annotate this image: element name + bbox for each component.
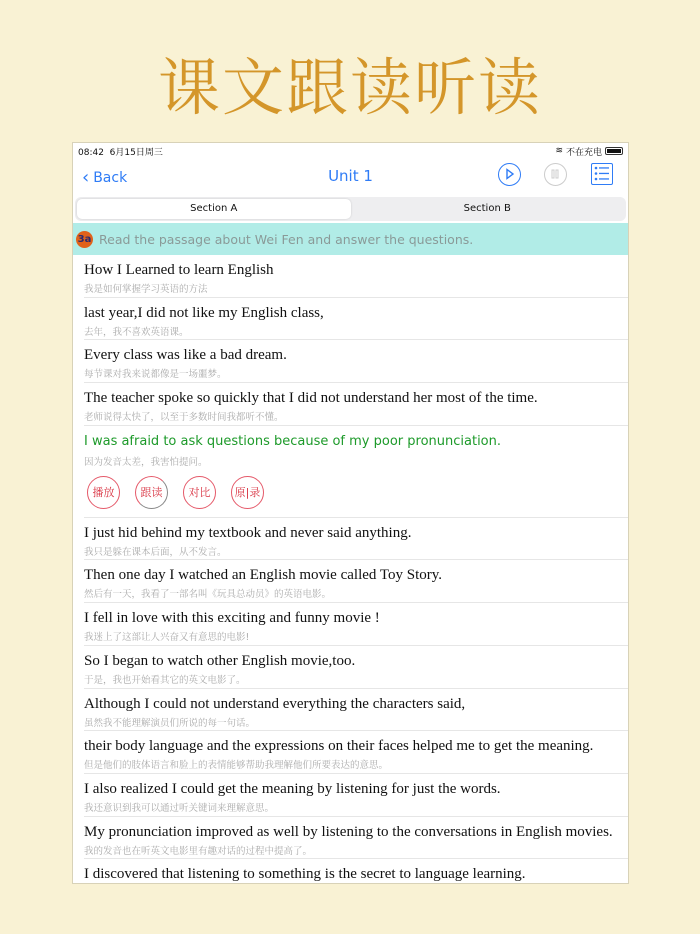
sentence-chinese: 去年，我不喜欢英语课。 xyxy=(84,326,189,338)
sentence-row[interactable] xyxy=(84,426,628,518)
hero-title: 课文跟读听读 xyxy=(157,51,542,124)
compare-button[interactable]: 对比 xyxy=(183,476,216,509)
status-date: 6月15日周三 xyxy=(109,147,163,158)
sentence-english: I discovered that listening to something is the secret to language learning. xyxy=(84,866,526,883)
sentence-row[interactable] xyxy=(84,383,628,426)
pause-icon xyxy=(545,164,565,184)
tab-section-b[interactable]: Section B xyxy=(463,203,511,214)
back-label: Back xyxy=(93,169,128,186)
chevron-left-icon: ‹ xyxy=(82,167,90,188)
play-icon xyxy=(499,164,519,184)
app-window xyxy=(72,142,629,884)
sentence-english: So I began to watch other English movie,too. xyxy=(84,652,356,669)
original-record-button[interactable]: 原|录 xyxy=(231,476,264,509)
sentence-row[interactable] xyxy=(84,646,628,689)
instruction-text: Read the passage about Wei Fen and answer the questions. xyxy=(99,231,474,247)
sentence-row[interactable] xyxy=(84,340,628,383)
sentence-english: I just hid behind my textbook and never said anything. xyxy=(84,524,412,541)
sentence-english: I fell in love with this exciting and funny movie ! xyxy=(84,610,380,627)
charging-status: 不在充电 xyxy=(565,147,602,158)
sentence-chinese: 我是如何掌握学习英语的方法 xyxy=(84,284,208,295)
sentence-english: Although I could not understand everything the characters said, xyxy=(84,695,466,712)
pause-button[interactable] xyxy=(544,163,567,186)
battery-icon xyxy=(605,147,623,155)
sentence-row[interactable] xyxy=(84,298,628,341)
sentence-english: Then one day I watched an English movie called Toy Story. xyxy=(84,567,443,584)
play-button[interactable] xyxy=(498,163,521,186)
sentence-english: their body language and the expressions on their faces helped me to get the meaning. xyxy=(84,738,594,755)
sentence-chinese: 但是他们的肢体语言和脸上的表情能够帮助我理解他们所要表达的意思。 xyxy=(84,760,389,772)
sentence-row[interactable] xyxy=(84,603,628,646)
sentence-chinese: 每节课对我来说都像是一场噩梦。 xyxy=(84,369,227,381)
sentence-chinese: 我的发音也在听英文电影里有趣对话的过程中提高了。 xyxy=(84,845,313,857)
nav-bar xyxy=(73,159,628,195)
list-icon xyxy=(592,164,611,183)
sentence-chinese: 然后有一天，我看了一部名叫《玩具总动员》的英语电影。 xyxy=(84,589,332,601)
list-button[interactable] xyxy=(591,163,613,185)
sentence-actions xyxy=(87,476,628,509)
status-bar xyxy=(73,143,628,159)
back-button[interactable] xyxy=(82,167,127,188)
sentence-row[interactable] xyxy=(84,817,628,860)
sentence-english: My pronunciation improved as well by listening to the conversations in English movies. xyxy=(84,823,613,840)
instruction-banner xyxy=(73,223,628,255)
sentence-row[interactable] xyxy=(84,859,628,884)
sentence-chinese: 虽然我不能理解演员们所说的每一句话。 xyxy=(84,717,256,729)
wifi-icon: ≋ xyxy=(555,146,563,156)
sentence-english: The teacher spoke so quickly that I did not understand her most of the time. xyxy=(84,390,538,407)
tab-section-a[interactable]: Section A xyxy=(77,199,351,219)
sentence-row[interactable] xyxy=(84,518,628,561)
sentence-chinese: 我迷上了这部让人兴奋又有意思的电影! xyxy=(84,632,250,644)
sentence-chinese: 我只是躲在课本后面，从不发言。 xyxy=(84,546,227,558)
play-button[interactable]: 播放 xyxy=(87,476,120,509)
follow-read-button[interactable]: 跟读 xyxy=(135,476,168,509)
section-tabs xyxy=(75,197,626,221)
sentence-english: How I Learned to learn English xyxy=(84,262,274,278)
status-time: 08:42 xyxy=(78,147,104,158)
sentence-row[interactable] xyxy=(84,731,628,774)
sentence-row[interactable] xyxy=(84,560,628,603)
sentence-chinese: 老师说得太快了，以至于多数时间我都听不懂。 xyxy=(84,412,284,424)
sentence-row[interactable] xyxy=(84,774,628,817)
sentence-list xyxy=(73,255,628,884)
sentence-chinese: 我还意识到我可以通过听关键词来理解意思。 xyxy=(84,802,275,814)
sentence-english: last year,I did not like my English class, xyxy=(84,304,324,321)
sentence-chinese: 因为发音太差，我害怕提问。 xyxy=(84,456,208,468)
sentence-english: I also realized I could get the meaning by listening for just the words. xyxy=(84,780,501,797)
sentence-chinese: 于是，我也开始看其它的英文电影了。 xyxy=(84,674,246,686)
sentence-row[interactable] xyxy=(84,689,628,732)
sentence-row[interactable] xyxy=(84,255,628,298)
page-title: Unit 1 xyxy=(328,167,373,185)
exercise-badge: 3a xyxy=(76,231,93,248)
sentence-english: I was afraid to ask questions because of my poor pronunciation. xyxy=(84,433,502,449)
sentence-english: Every class was like a bad dream. xyxy=(84,347,287,364)
